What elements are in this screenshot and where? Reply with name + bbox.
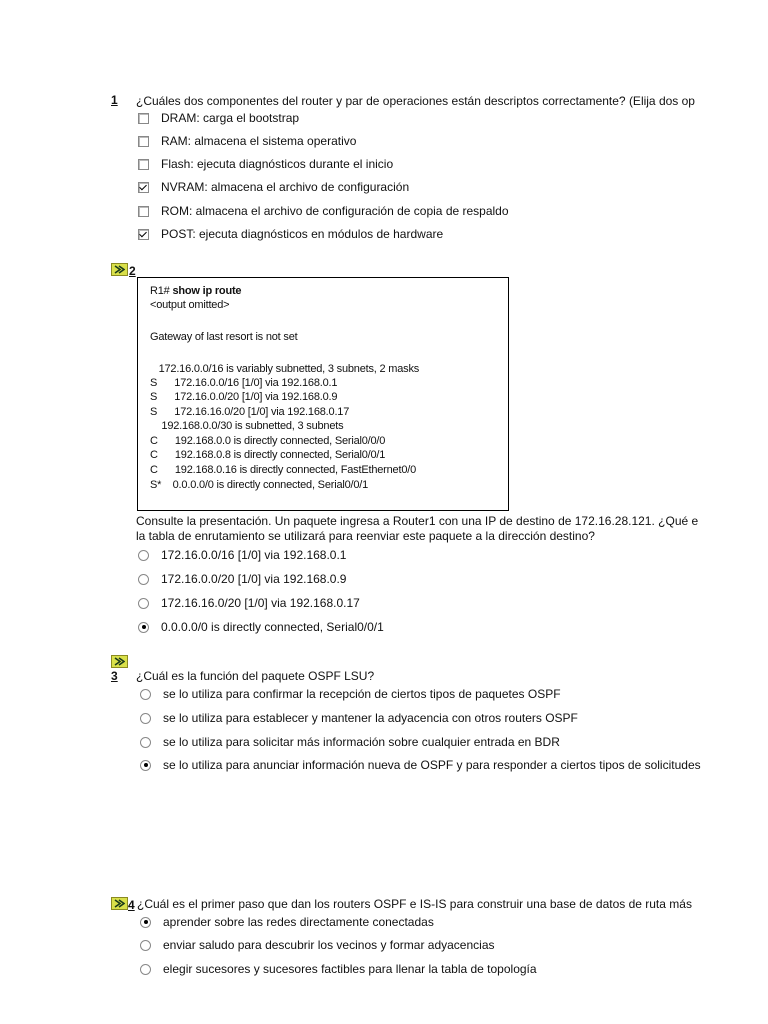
- q1-option-2[interactable]: [138, 132, 356, 150]
- radio-button[interactable]: [140, 940, 151, 951]
- exhibit-line: 172.16.0.0/16 is variably subnetted, 3 subnets, 2 masks: [150, 363, 420, 375]
- exhibit-command: show ip route: [169, 285, 242, 297]
- option-label: aprender sobre las redes directamente conectadas: [163, 915, 434, 929]
- question-text-1: ¿Cuáles dos componentes del router y par de operaciones están descriptos correctamente? (Elija dos op: [136, 94, 695, 108]
- option-label: 172.16.0.0/16 [1/0] via 192.168.0.1: [161, 548, 347, 562]
- checkbox[interactable]: [138, 136, 149, 147]
- q2-option-3[interactable]: [138, 594, 360, 612]
- question-number-3: 3: [111, 669, 118, 683]
- option-label: 0.0.0.0/0 is directly connected, Serial0/0/1: [161, 620, 384, 634]
- radio-button-selected[interactable]: [138, 622, 149, 633]
- option-label: 172.16.16.0/20 [1/0] via 192.168.0.17: [161, 596, 360, 610]
- option-label: se lo utiliza para confirmar la recepción de ciertos tipos de paquetes OSPF: [163, 687, 561, 701]
- exhibit-icon[interactable]: [111, 655, 128, 668]
- exhibit-line: C 192.168.0.8 is directly connected, Serial0/0/1: [150, 449, 386, 461]
- radio-button-selected[interactable]: [140, 760, 151, 771]
- exhibit-icon[interactable]: [111, 263, 128, 276]
- option-label: se lo utiliza para anunciar información nueva de OSPF y para responder a ciertos tipos de solicitudes: [163, 758, 701, 772]
- question-text-3: ¿Cuál es la función del paquete OSPF LSU?: [136, 669, 375, 683]
- radio-button[interactable]: [140, 964, 151, 975]
- checkbox[interactable]: [138, 159, 149, 170]
- question-text-2-line-2: la tabla de enrutamiento se utilizará para reenviar este paquete a la dirección destino?: [136, 529, 595, 543]
- q1-option-4[interactable]: [138, 178, 409, 196]
- exhibit-line: <output omitted>: [150, 299, 230, 311]
- exhibit-line: C 192.168.0.16 is directly connected, FastEthernet0/0: [150, 464, 417, 476]
- question-number-1: 1: [111, 93, 118, 107]
- q3-option-1[interactable]: [140, 685, 561, 703]
- exhibit-routing-table: [137, 277, 509, 511]
- q2-option-2[interactable]: [138, 570, 346, 588]
- option-label: NVRAM: almacena el archivo de configuración: [161, 180, 410, 194]
- option-label: elegir sucesores y sucesores factibles para llenar la tabla de topología: [163, 962, 537, 976]
- checkbox[interactable]: [138, 113, 149, 124]
- exhibit-command-line: [150, 285, 241, 298]
- q1-option-3[interactable]: [138, 155, 393, 173]
- radio-button[interactable]: [140, 737, 151, 748]
- q1-option-5[interactable]: [138, 202, 509, 220]
- q3-option-4[interactable]: [140, 756, 701, 774]
- exhibit-icon[interactable]: [111, 897, 128, 910]
- exhibit-prompt: R1#: [150, 285, 170, 297]
- option-label: DRAM: carga el bootstrap: [161, 111, 300, 125]
- option-label: POST: ejecuta diagnósticos en módulos de hardware: [161, 227, 444, 241]
- radio-button[interactable]: [140, 689, 151, 700]
- q4-option-2[interactable]: [140, 936, 495, 954]
- question-text-2-line-1: Consulte la presentación. Un paquete ingresa a Router1 con una IP de destino de 172.16.28.121. ¿Qué e: [136, 514, 699, 528]
- q1-option-1[interactable]: [138, 109, 299, 127]
- exhibit-line: S 172.16.16.0/20 [1/0] via 192.168.0.17: [150, 406, 350, 418]
- option-label: Flash: ejecuta diagnósticos durante el inicio: [161, 157, 394, 171]
- option-label: se lo utiliza para establecer y mantener la adyacencia con otros routers OSPF: [163, 711, 578, 725]
- radio-button[interactable]: [140, 713, 151, 724]
- q2-option-1[interactable]: [138, 546, 346, 564]
- question-number-4: 4: [128, 898, 135, 912]
- question-number-2: 2: [129, 264, 136, 278]
- exhibit-line: S* 0.0.0.0/0 is directly connected, Serial0/0/1: [150, 479, 369, 491]
- radio-button[interactable]: [138, 574, 149, 585]
- option-label: enviar saludo para descubrir los vecinos y formar adyacencias: [163, 938, 495, 952]
- exhibit-line: Gateway of last resort is not set: [150, 331, 298, 343]
- radio-button-selected[interactable]: [140, 917, 151, 928]
- exhibit-line: S 172.16.0.0/20 [1/0] via 192.168.0.9: [150, 391, 338, 403]
- option-label: ROM: almacena el archivo de configuración de copia de respaldo: [161, 204, 509, 218]
- checkbox-checked[interactable]: [138, 182, 149, 193]
- q4-option-1[interactable]: [140, 913, 434, 931]
- question-text-4: ¿Cuál es el primer paso que dan los routers OSPF e IS-IS para construir una base de datos de ruta más: [137, 897, 692, 911]
- q1-option-6[interactable]: [138, 225, 443, 243]
- q2-option-4[interactable]: [138, 618, 384, 636]
- checkbox-checked[interactable]: [138, 229, 149, 240]
- exhibit-line: C 192.168.0.0 is directly connected, Serial0/0/0: [150, 435, 386, 447]
- option-label: se lo utiliza para solicitar más información sobre cualquier entrada en BDR: [163, 735, 560, 749]
- exhibit-line: S 172.16.0.0/16 [1/0] via 192.168.0.1: [150, 377, 338, 389]
- q3-option-3[interactable]: [140, 733, 560, 751]
- checkbox[interactable]: [138, 206, 149, 217]
- q4-option-3[interactable]: [140, 960, 537, 978]
- option-label: 172.16.0.0/20 [1/0] via 192.168.0.9: [161, 572, 347, 586]
- exhibit-line: 192.168.0.0/30 is subnetted, 3 subnets: [150, 420, 344, 432]
- radio-button[interactable]: [138, 550, 149, 561]
- option-label: RAM: almacena el sistema operativo: [161, 134, 357, 148]
- q3-option-2[interactable]: [140, 709, 578, 727]
- radio-button[interactable]: [138, 598, 149, 609]
